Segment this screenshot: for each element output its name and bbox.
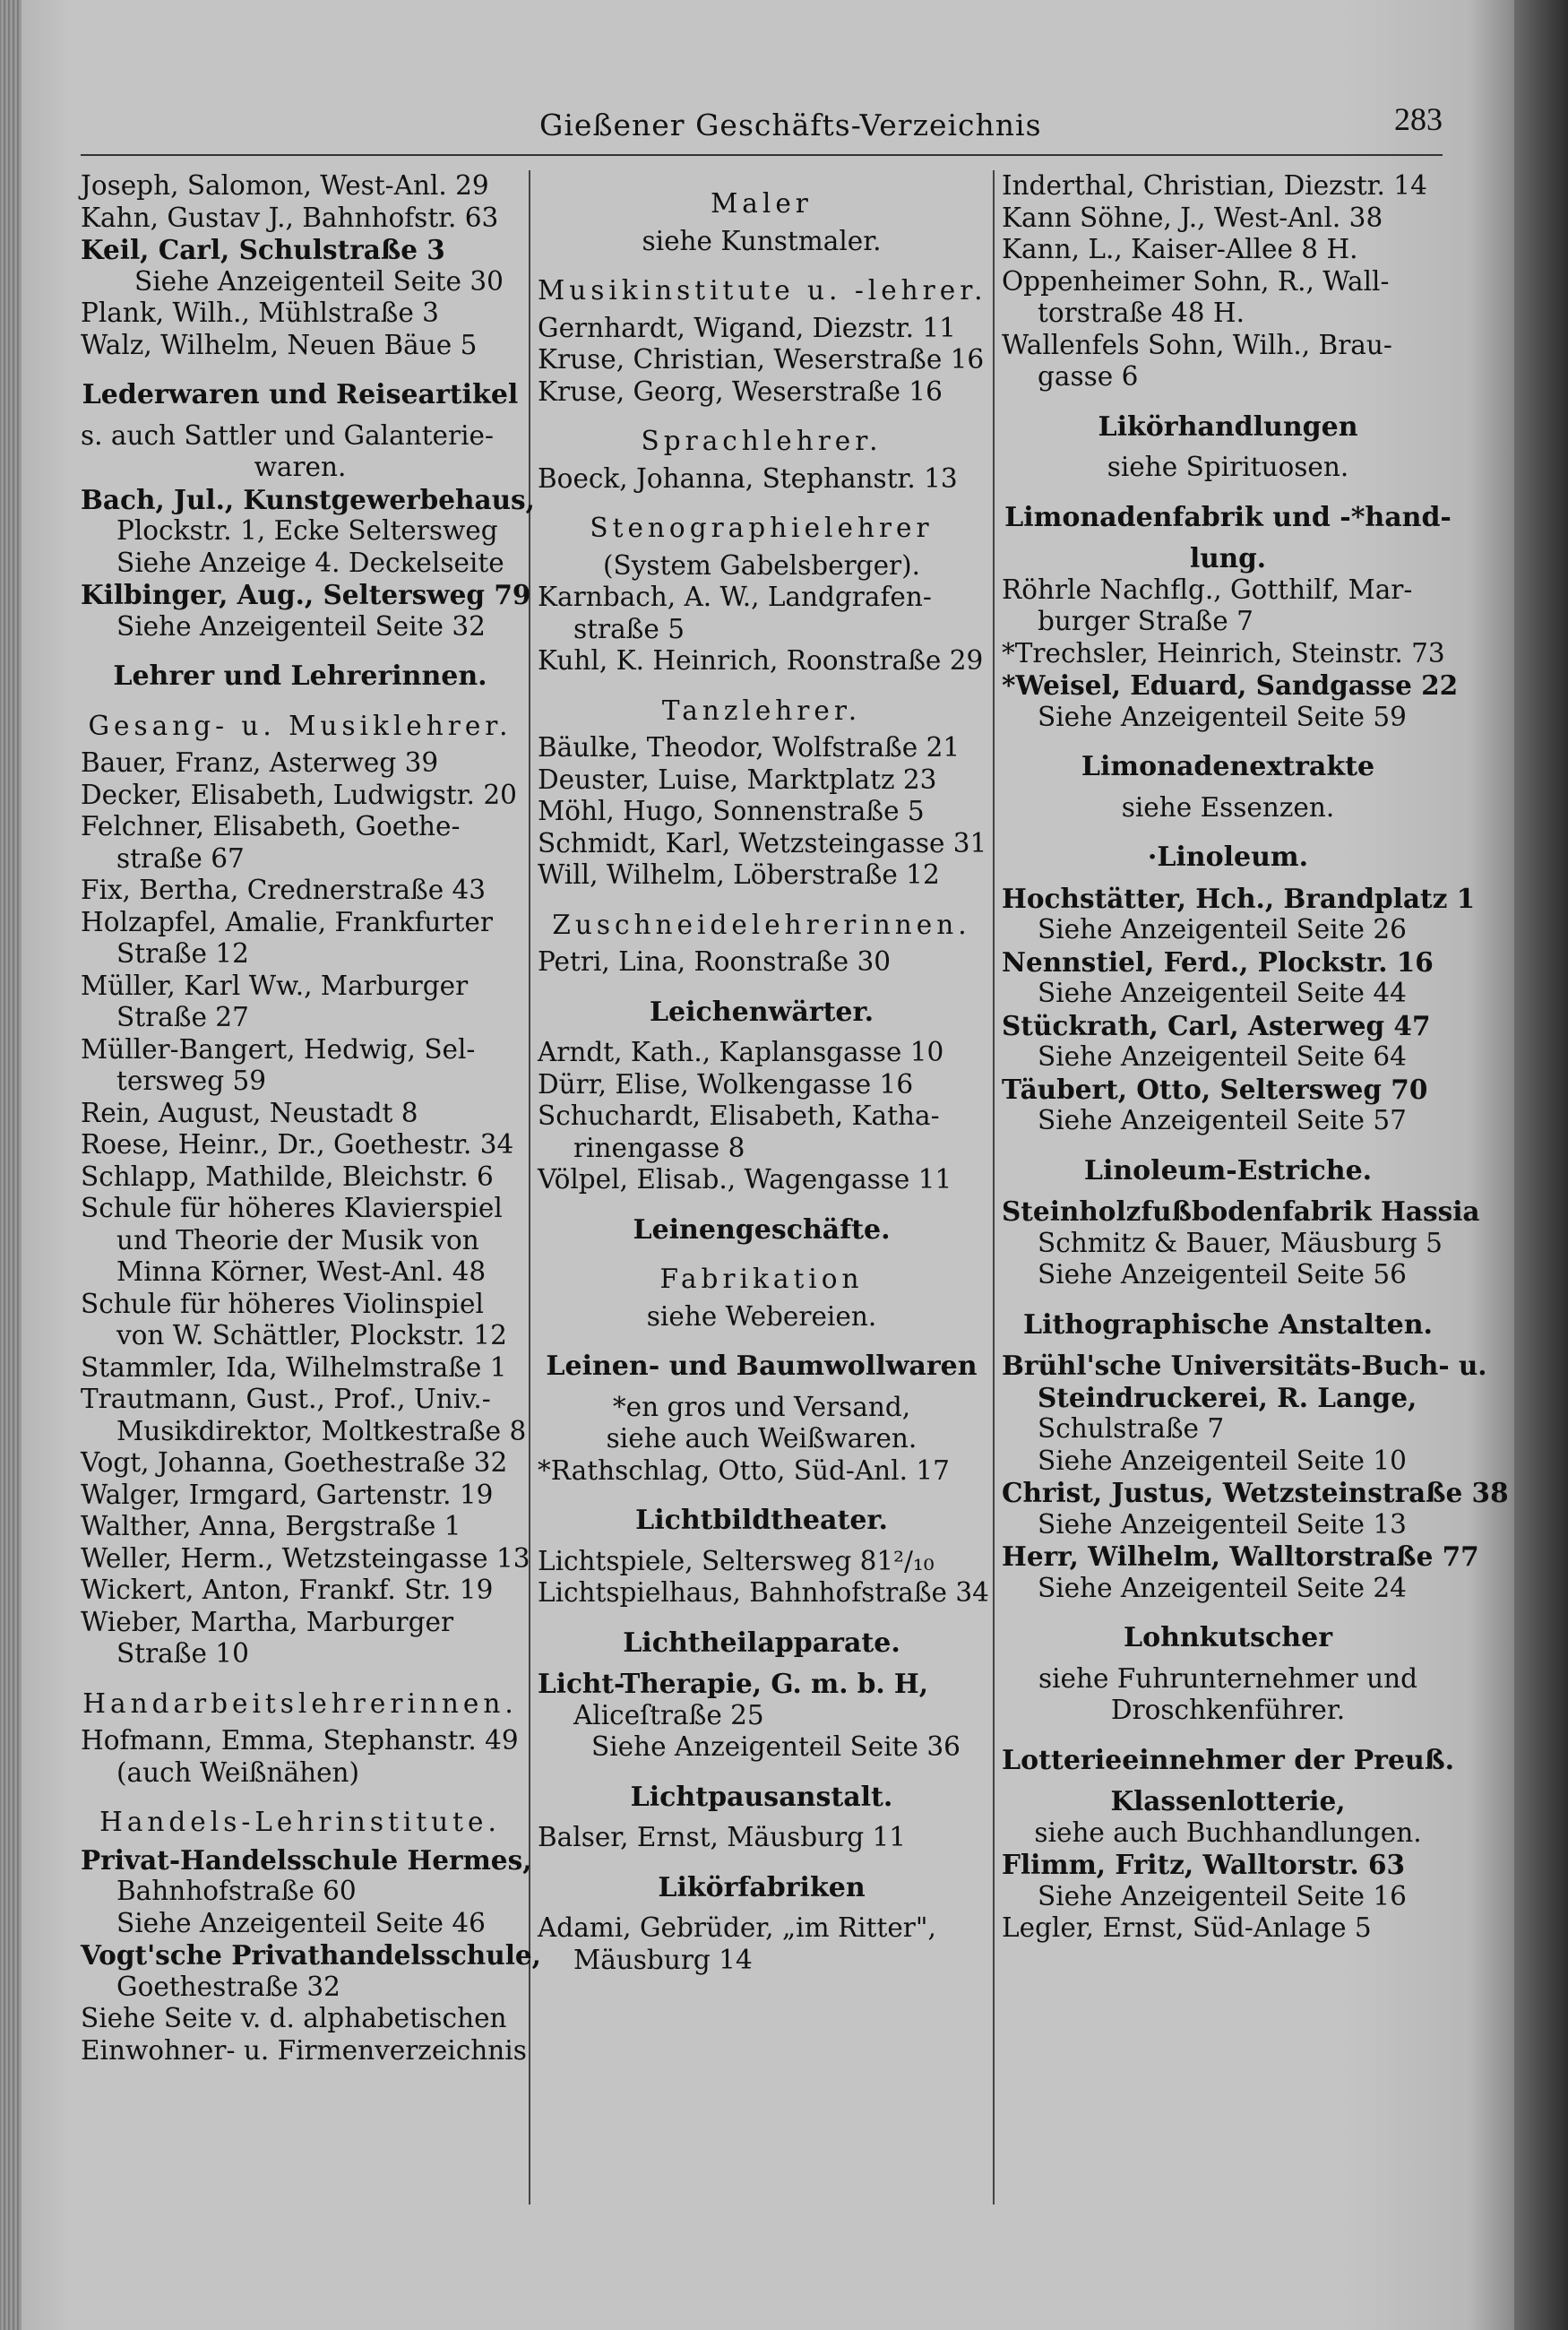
directory-entry-bold: Christ, Justus, Wetzsteinstraße 38 [1002, 1477, 1509, 1508]
directory-entry-bold: Steinholzfußbodenfabrik Hassia [1002, 1195, 1480, 1227]
directory-entry: Lichtspiele, Seltersweg 81²/₁₀ [538, 1545, 935, 1576]
entry-continuation: straße 5 [573, 613, 685, 644]
directory-entry: Will, Wilhelm, Löberstraße 12 [538, 859, 940, 890]
subsection-heading: Maler [711, 188, 813, 219]
directory-entry: Kann, L., Kaiser-Allee 8 H. [1002, 234, 1358, 264]
directory-entry: Wickert, Anton, Frankf. Str. 19 [81, 1575, 494, 1605]
directory-entry: Siehe Seite v. d. alphabetischen [81, 2003, 507, 2033]
directory-entry-bold: Keil, Carl, Schulstraße 3 [81, 234, 445, 265]
subsection-heading: Sprachlehrer. [641, 426, 883, 456]
directory-entry-bold: *Weisel, Eduard, Sandgasse 22 [1002, 669, 1459, 701]
section-heading: Lotterieeinnehmer der Preuß. [1002, 1744, 1455, 1776]
directory-entry: Weller, Herm., Wetzsteingasse 13 [81, 1542, 530, 1574]
subsection-heading: Handarbeitslehrerinnen. [82, 1687, 518, 1719]
directory-entry: Vogt, Johanna, Goethestraße 32 [81, 1447, 508, 1478]
entry-continuation: straße 67 [116, 842, 245, 874]
directory-entry: Schmidt, Karl, Wetzsteingasse 31 [538, 827, 987, 859]
cross-reference: siehe auch Buchhandlungen. [1034, 1817, 1422, 1848]
directory-entry: Walger, Irmgard, Gartenstr. 19 [81, 1479, 494, 1510]
section-heading: Leinen- und Baumwollwaren [546, 1351, 978, 1382]
running-header [81, 100, 1443, 154]
section-heading: Linoleum-Estriche. [1083, 1154, 1373, 1187]
directory-entry: Kuhl, K. Heinrich, Roonstraße 29 [538, 645, 984, 676]
entry-continuation: Siehe Anzeigenteil Seite 64 [1038, 1041, 1407, 1072]
entry-continuation: von W. Schättler, Plockstr. 12 [116, 1320, 507, 1351]
directory-entry: Schlapp, Mathilde, Bleichstr. 6 [81, 1161, 494, 1192]
directory-entry-bold: Brühl'sche Universitäts-Buch- u. [1002, 1350, 1487, 1381]
entry-continuation: Siehe Anzeigenteil Seite 26 [1038, 914, 1407, 945]
directory-entry-bold: Bach, Jul., Kunstgewerbehaus, [81, 483, 535, 515]
directory-entry: Kann Söhne, J., West-Anl. 38 [1002, 202, 1383, 233]
cross-reference: waren. [254, 452, 347, 482]
cross-reference: siehe Essenzen. [1121, 791, 1335, 823]
entry-continuation: Siehe Anzeige 4. Deckelseite [116, 547, 504, 578]
entry-continuation: Siehe Anzeigenteil Seite 59 [1038, 701, 1407, 732]
directory-entry: Boeck, Johanna, Stephanstr. 13 [538, 462, 958, 494]
directory-entry: Schule für höheres Klavierspiel [81, 1193, 503, 1223]
directory-column-3 [1002, 170, 1509, 2222]
entry-continuation: und Theorie der Musik von [116, 1224, 479, 1256]
entry-continuation: Goethestraße 32 [116, 1971, 340, 2002]
section-heading: Leinengeschäfte. [633, 1213, 891, 1246]
section-heading: Lehrer und Lehrerinnen. [113, 660, 487, 692]
entry-continuation: rinengasse 8 [573, 1132, 745, 1163]
directory-entry: Roese, Heinr., Dr., Goethestr. 34 [81, 1129, 514, 1160]
subsection-heading: Tanzlehrer. [661, 695, 862, 726]
subsection-heading: Musikinstitute u. -lehrer. [538, 275, 987, 306]
entry-continuation: Plockstr. 1, Ecke Seltersweg [116, 515, 498, 546]
section-heading: Limonadenfabrik und -*hand- [1004, 501, 1452, 533]
cross-reference: siehe Webereien. [646, 1300, 877, 1332]
directory-entry-bold: Flimm, Fritz, Walltorstr. 63 [1002, 1849, 1406, 1880]
section-heading-continuation: Klassenlotterie, [1110, 1785, 1346, 1817]
directory-entry: Karnbach, A. W., Landgrafen- [538, 582, 932, 612]
directory-entry: Röhrle Nachflg., Gotthilf, Mar- [1002, 574, 1413, 605]
entry-continuation: Schmitz & Bauer, Mäusburg 5 [1038, 1227, 1443, 1258]
directory-entry: Bauer, Franz, Asterweg 39 [81, 747, 439, 778]
directory-entry-bold: Täubert, Otto, Seltersweg 70 [1002, 1073, 1428, 1105]
section-heading: Limonadenextrakte [1081, 751, 1375, 782]
directory-entry: Kruse, Georg, Weserstraße 16 [538, 375, 943, 407]
directory-entry: Decker, Elisabeth, Ludwigstr. 20 [81, 779, 517, 810]
directory-entry: Schuchardt, Elisabeth, Katha- [538, 1100, 940, 1131]
entry-continuation: Straße 12 [116, 938, 249, 969]
directory-entry: Oppenheimer Sohn, R., Wall- [1002, 265, 1390, 297]
column-divider [529, 170, 530, 2205]
directory-entry: Adami, Gebrüder, „im Ritter", [538, 1912, 936, 1943]
directory-entry: Joseph, Salomon, West-Anl. 29 [81, 170, 489, 201]
entry-continuation: Schulstraße 7 [1038, 1413, 1225, 1444]
entry-continuation: Siehe Anzeigenteil Seite 16 [1038, 1880, 1407, 1911]
section-heading: Likörhandlungen [1098, 410, 1358, 443]
directory-entry: Schule für höheres Violinspiel [81, 1288, 484, 1319]
directory-entry: Holzapfel, Amalie, Frankfurter [81, 906, 493, 937]
directory-entry: Plank, Wilh., Mühlstraße 3 [81, 298, 439, 328]
subsection-heading: Fabrikation [659, 1264, 864, 1294]
entry-continuation: Siehe Anzeigenteil Seite 30 [134, 265, 504, 297]
directory-entry-bold: Licht-Therapie, G. m. b. H, [538, 1668, 929, 1699]
directory-entry: Fix, Bertha, Crednerstraße 43 [81, 875, 487, 905]
directory-entry: Möhl, Hugo, Sonnenstraße 5 [538, 796, 925, 826]
directory-entry-bold: Stückrath, Carl, Asterweg 47 [1002, 1009, 1431, 1041]
directory-entry: Hofmann, Emma, Stephanstr. 49 [81, 1725, 519, 1756]
binding-shadow [1514, 0, 1568, 2330]
directory-column-1 [81, 170, 541, 2222]
entry-continuation: Siehe Anzeigenteil Seite 32 [116, 610, 486, 642]
entry-continuation: Straße 10 [116, 1638, 249, 1669]
cross-reference: siehe Kunstmaler. [642, 225, 882, 256]
directory-entry: Wallenfels Sohn, Wilh., Brau- [1002, 329, 1392, 360]
section-heading: Leichenwärter. [649, 996, 874, 1028]
section-heading: Lithographische Anstalten. [1023, 1308, 1433, 1341]
cross-reference: siehe Fuhrunternehmer und [1038, 1662, 1418, 1694]
directory-entry: Bäulke, Theodor, Wolfstraße 21 [538, 732, 961, 763]
cross-reference: siehe Spirituosen. [1107, 452, 1349, 482]
section-heading: Lederwaren und Reiseartikel [82, 379, 519, 410]
directory-entry: Legler, Ernst, Süd-Anlage 5 [1002, 1912, 1372, 1943]
entry-continuation: tersweg 59 [116, 1066, 267, 1096]
entry-continuation: Siehe Anzeigenteil Seite 13 [1038, 1508, 1407, 1540]
cross-reference: (System Gabelsberger). [602, 549, 921, 581]
directory-entry: Rein, August, Neustadt 8 [81, 1097, 418, 1128]
directory-entry: Deuster, Luise, Marktplatz 23 [538, 764, 937, 795]
entry-continuation: Steindruckerei, R. Lange, [1038, 1381, 1417, 1413]
directory-entry-bold: Nennstiel, Ferd., Plockstr. 16 [1002, 945, 1434, 978]
entry-continuation: Minna Körner, West-Anl. 48 [116, 1256, 487, 1287]
directory-entry-bold: Privat-Handelsschule Hermes, [81, 1843, 532, 1876]
entry-continuation: Siehe Anzeigenteil Seite 46 [116, 1907, 486, 1938]
cross-reference: Droschkenführer. [1110, 1695, 1346, 1725]
header-rule [81, 154, 1443, 156]
section-heading: Likörfabriken [658, 1871, 866, 1903]
directory-entry-bold: Herr, Wilhelm, Walltorstraße 77 [1002, 1540, 1479, 1572]
entry-continuation: gasse 6 [1038, 361, 1139, 392]
directory-entry: Müller-Bangert, Hedwig, Sel- [81, 1033, 476, 1065]
subsection-heading: Zuschneidelehrerinnen. [552, 909, 971, 940]
header-title: Gießener Geschäfts-Verzeichnis [539, 108, 1042, 142]
directory-entry: Walther, Anna, Bergstraße 1 [81, 1511, 461, 1541]
directory-entry: Petri, Lina, Roonstraße 30 [538, 946, 891, 977]
directory-entry: Kahn, Gustav J., Bahnhofstr. 63 [81, 202, 499, 233]
entry-continuation: (auch Weißnähen) [116, 1756, 360, 1788]
directory-entry: Felchner, Elisabeth, Goethe- [81, 811, 461, 841]
directory-entry: Kruse, Christian, Weserstraße 16 [538, 344, 985, 375]
section-heading: Lichtpausanstalt. [630, 1781, 893, 1813]
subsection-heading: Handels-Lehrinstitute. [99, 1807, 501, 1837]
page-number: 283 [1394, 101, 1443, 137]
cross-reference: *en gros und Versand, [612, 1391, 911, 1422]
directory-entry: Einwohner- u. Firmenverzeichnis [81, 2034, 527, 2066]
entry-continuation: Musikdirektor, Moltkestraße 8 [116, 1415, 527, 1446]
directory-entry: Wieber, Martha, Marburger [81, 1606, 454, 1637]
entry-continuation: Straße 27 [116, 1002, 249, 1032]
directory-entry: Völpel, Elisab., Wagengasse 11 [538, 1164, 952, 1195]
directory-entry: *Trechsler, Heinrich, Steinstr. 73 [1002, 637, 1445, 669]
directory-entry: Müller, Karl Ww., Marburger [81, 970, 469, 1001]
directory-entry: s. auch Sattler und Galanterie- [81, 419, 494, 451]
directory-entry: Lichtspielhaus, Bahnhofstraße 34 [538, 1577, 989, 1608]
entry-continuation: Siehe Anzeigenteil Seite 36 [591, 1731, 961, 1762]
entry-continuation: Siehe Anzeigenteil Seite 57 [1038, 1105, 1407, 1135]
directory-entry: Arndt, Kath., Kaplansgasse 10 [538, 1037, 944, 1067]
directory-entry: Trautmann, Gust., Prof., Univ.- [81, 1384, 491, 1414]
directory-column-2 [538, 170, 989, 2222]
entry-continuation: Aliceſtraße 25 [573, 1699, 764, 1730]
entry-continuation: Siehe Anzeigenteil Seite 24 [1038, 1572, 1407, 1603]
section-heading: Lichtheilapparate. [623, 1627, 900, 1659]
directory-entry: Inderthal, Christian, Diezstr. 14 [1002, 170, 1427, 201]
entry-continuation: Siehe Anzeigenteil Seite 44 [1038, 978, 1407, 1008]
entry-continuation: Siehe Anzeigenteil Seite 10 [1038, 1445, 1407, 1476]
directory-entry: Dürr, Elise, Wolkengasse 16 [538, 1068, 914, 1100]
directory-entry: *Rathschlag, Otto, Süd-Anl. 17 [538, 1454, 950, 1486]
subsection-heading: Gesang- u. Musiklehrer. [88, 710, 513, 741]
section-heading: Lichtbildtheater. [635, 1505, 888, 1536]
directory-entry-bold: Kilbinger, Aug., Seltersweg 79 [81, 579, 531, 610]
directory-entry-bold: Hochstätter, Hch., Brandplatz 1 [1002, 882, 1476, 914]
page-stack-edge [0, 0, 22, 2330]
section-heading: Lohnkutscher [1123, 1622, 1333, 1653]
entry-continuation: Siehe Anzeigenteil Seite 56 [1038, 1259, 1407, 1290]
directory-entry-bold: Vogt'sche Privathandelsschule, [81, 1939, 541, 1971]
column-divider [993, 170, 995, 2205]
entry-continuation: Bahnhofstraße 60 [116, 1876, 357, 1906]
directory-entry: Balser, Ernst, Mäusburg 11 [538, 1822, 907, 1852]
subsection-heading: Stenographielehrer [590, 513, 934, 543]
directory-entry: Walz, Wilhelm, Neuen Bäue 5 [81, 329, 478, 360]
directory-entry: Gernhardt, Wigand, Diezstr. 11 [538, 312, 956, 343]
entry-continuation: torstraße 48 H. [1038, 298, 1245, 328]
entry-continuation: Mäusburg 14 [573, 1944, 753, 1975]
cross-reference: siehe auch Weißwaren. [606, 1423, 918, 1454]
section-heading-continuation: lung. [1190, 542, 1266, 574]
entry-continuation: burger Straße 7 [1038, 606, 1254, 636]
directory-entry: Stammler, Ida, Wilhelmstraße 1 [81, 1351, 507, 1383]
section-heading: ·Linoleum. [1147, 841, 1309, 873]
